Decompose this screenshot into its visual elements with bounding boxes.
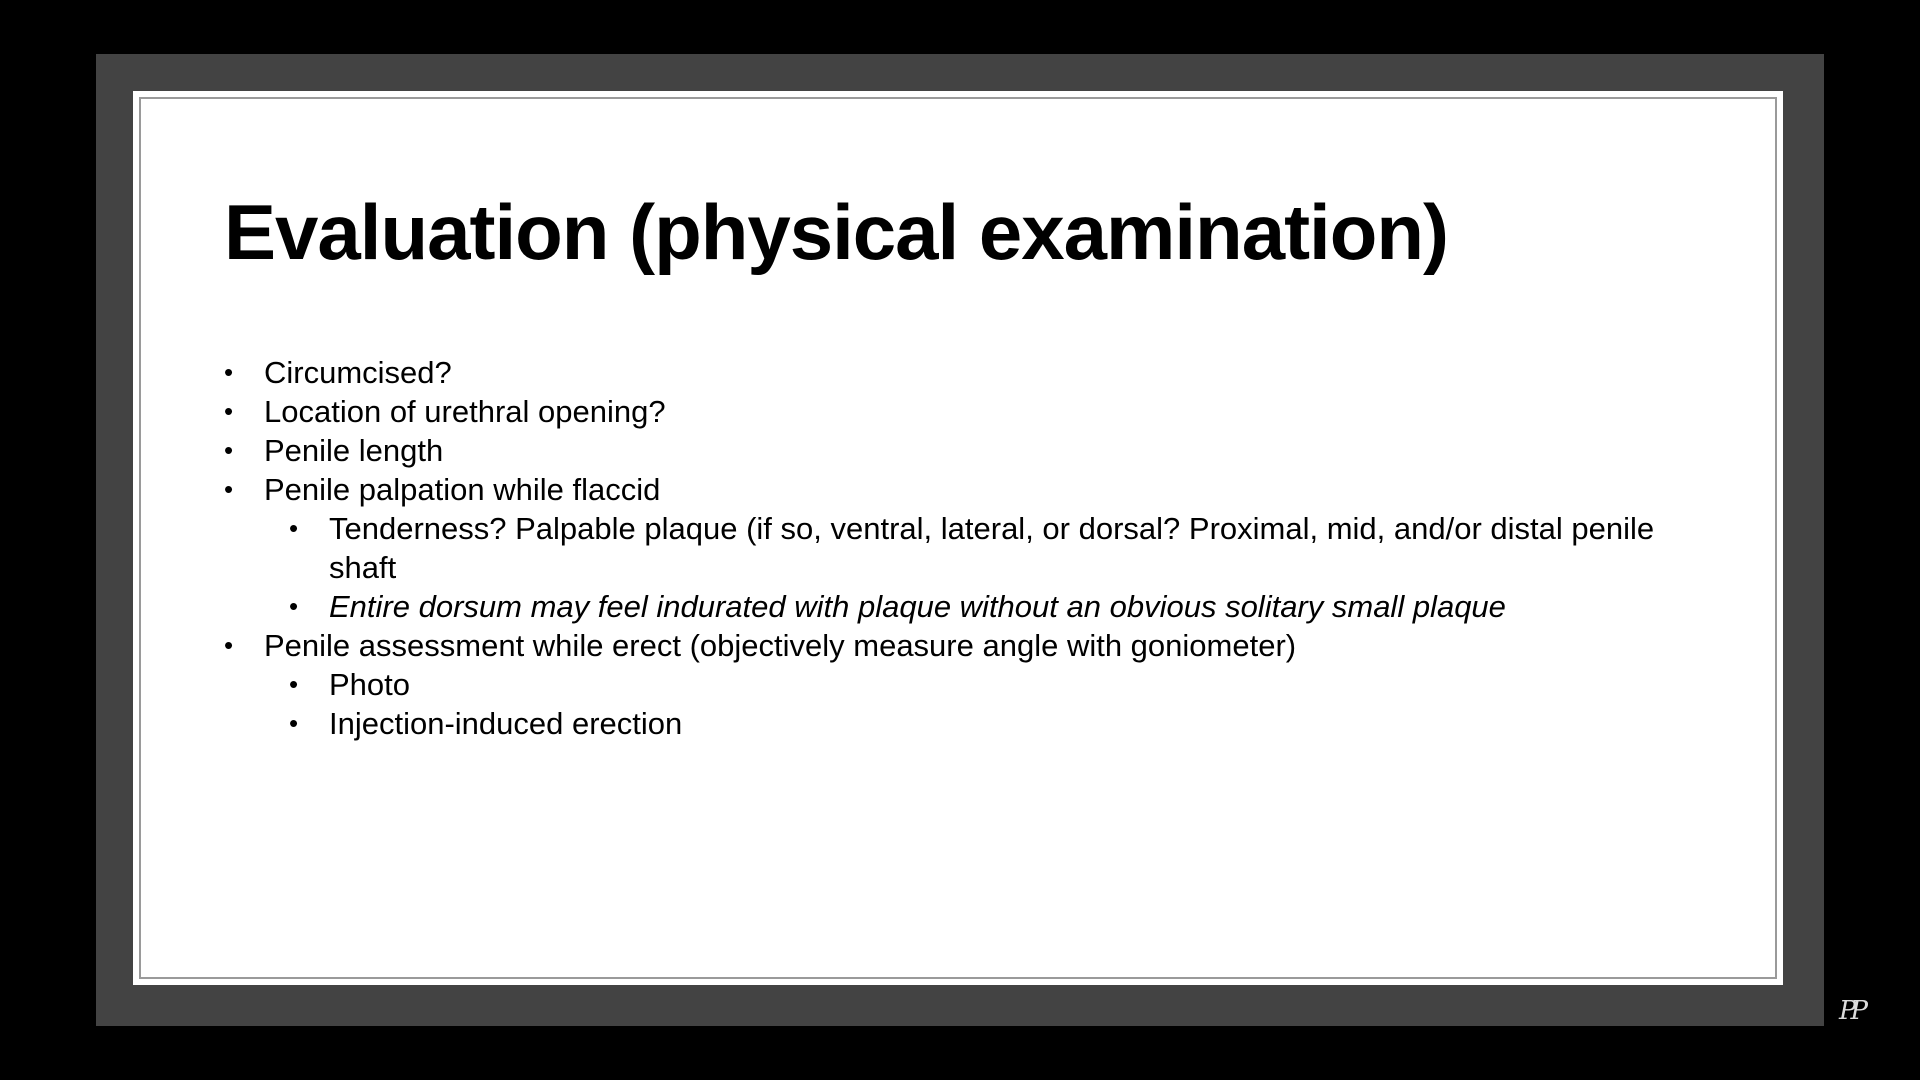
sub-list-item	[224, 509, 1724, 587]
list-item	[224, 470, 1724, 509]
sub-list-item	[224, 665, 1724, 704]
list-item-text: Location of urethral opening?	[264, 394, 666, 429]
list-item-text: Photo	[329, 667, 411, 702]
slide	[133, 91, 1783, 985]
list-item-text: Penile assessment while erect (objectively measure angle with goniometer)	[264, 628, 1297, 663]
list-item	[224, 392, 1724, 431]
list-item-text: Penile palpation while flaccid	[264, 472, 661, 507]
slide-title: Evaluation (physical examination)	[224, 188, 1448, 276]
bullet-icon: •	[224, 630, 234, 660]
bullet-icon: •	[224, 474, 234, 504]
list-item-text: Injection-induced erection	[329, 706, 683, 741]
bullet-icon: •	[289, 513, 299, 543]
bullet-icon: •	[289, 591, 299, 621]
list-item-text: Circumcised?	[264, 355, 452, 390]
bullet-icon: •	[289, 669, 299, 699]
list-item-text: Tenderness? Palpable plaque (if so, ventral, lateral, or dorsal? Proximal, mid, and/or distal penile shaft	[329, 511, 1655, 585]
presenter-logo-icon: PP	[1839, 996, 1862, 1026]
bullet-list	[224, 353, 1724, 743]
list-item-text: Entire dorsum may feel indurated with plaque without an obvious solitary small plaque	[329, 589, 1506, 624]
slide-frame	[96, 54, 1824, 1026]
bullet-icon: •	[224, 435, 234, 465]
bullet-icon: •	[289, 708, 299, 738]
sub-list-item	[224, 704, 1724, 743]
bullet-icon: •	[224, 357, 234, 387]
list-item	[224, 626, 1724, 665]
list-item	[224, 353, 1724, 392]
list-item	[224, 431, 1724, 470]
bullet-icon: •	[224, 396, 234, 426]
list-item-text: Penile length	[264, 433, 444, 468]
sub-list-item	[224, 587, 1724, 626]
